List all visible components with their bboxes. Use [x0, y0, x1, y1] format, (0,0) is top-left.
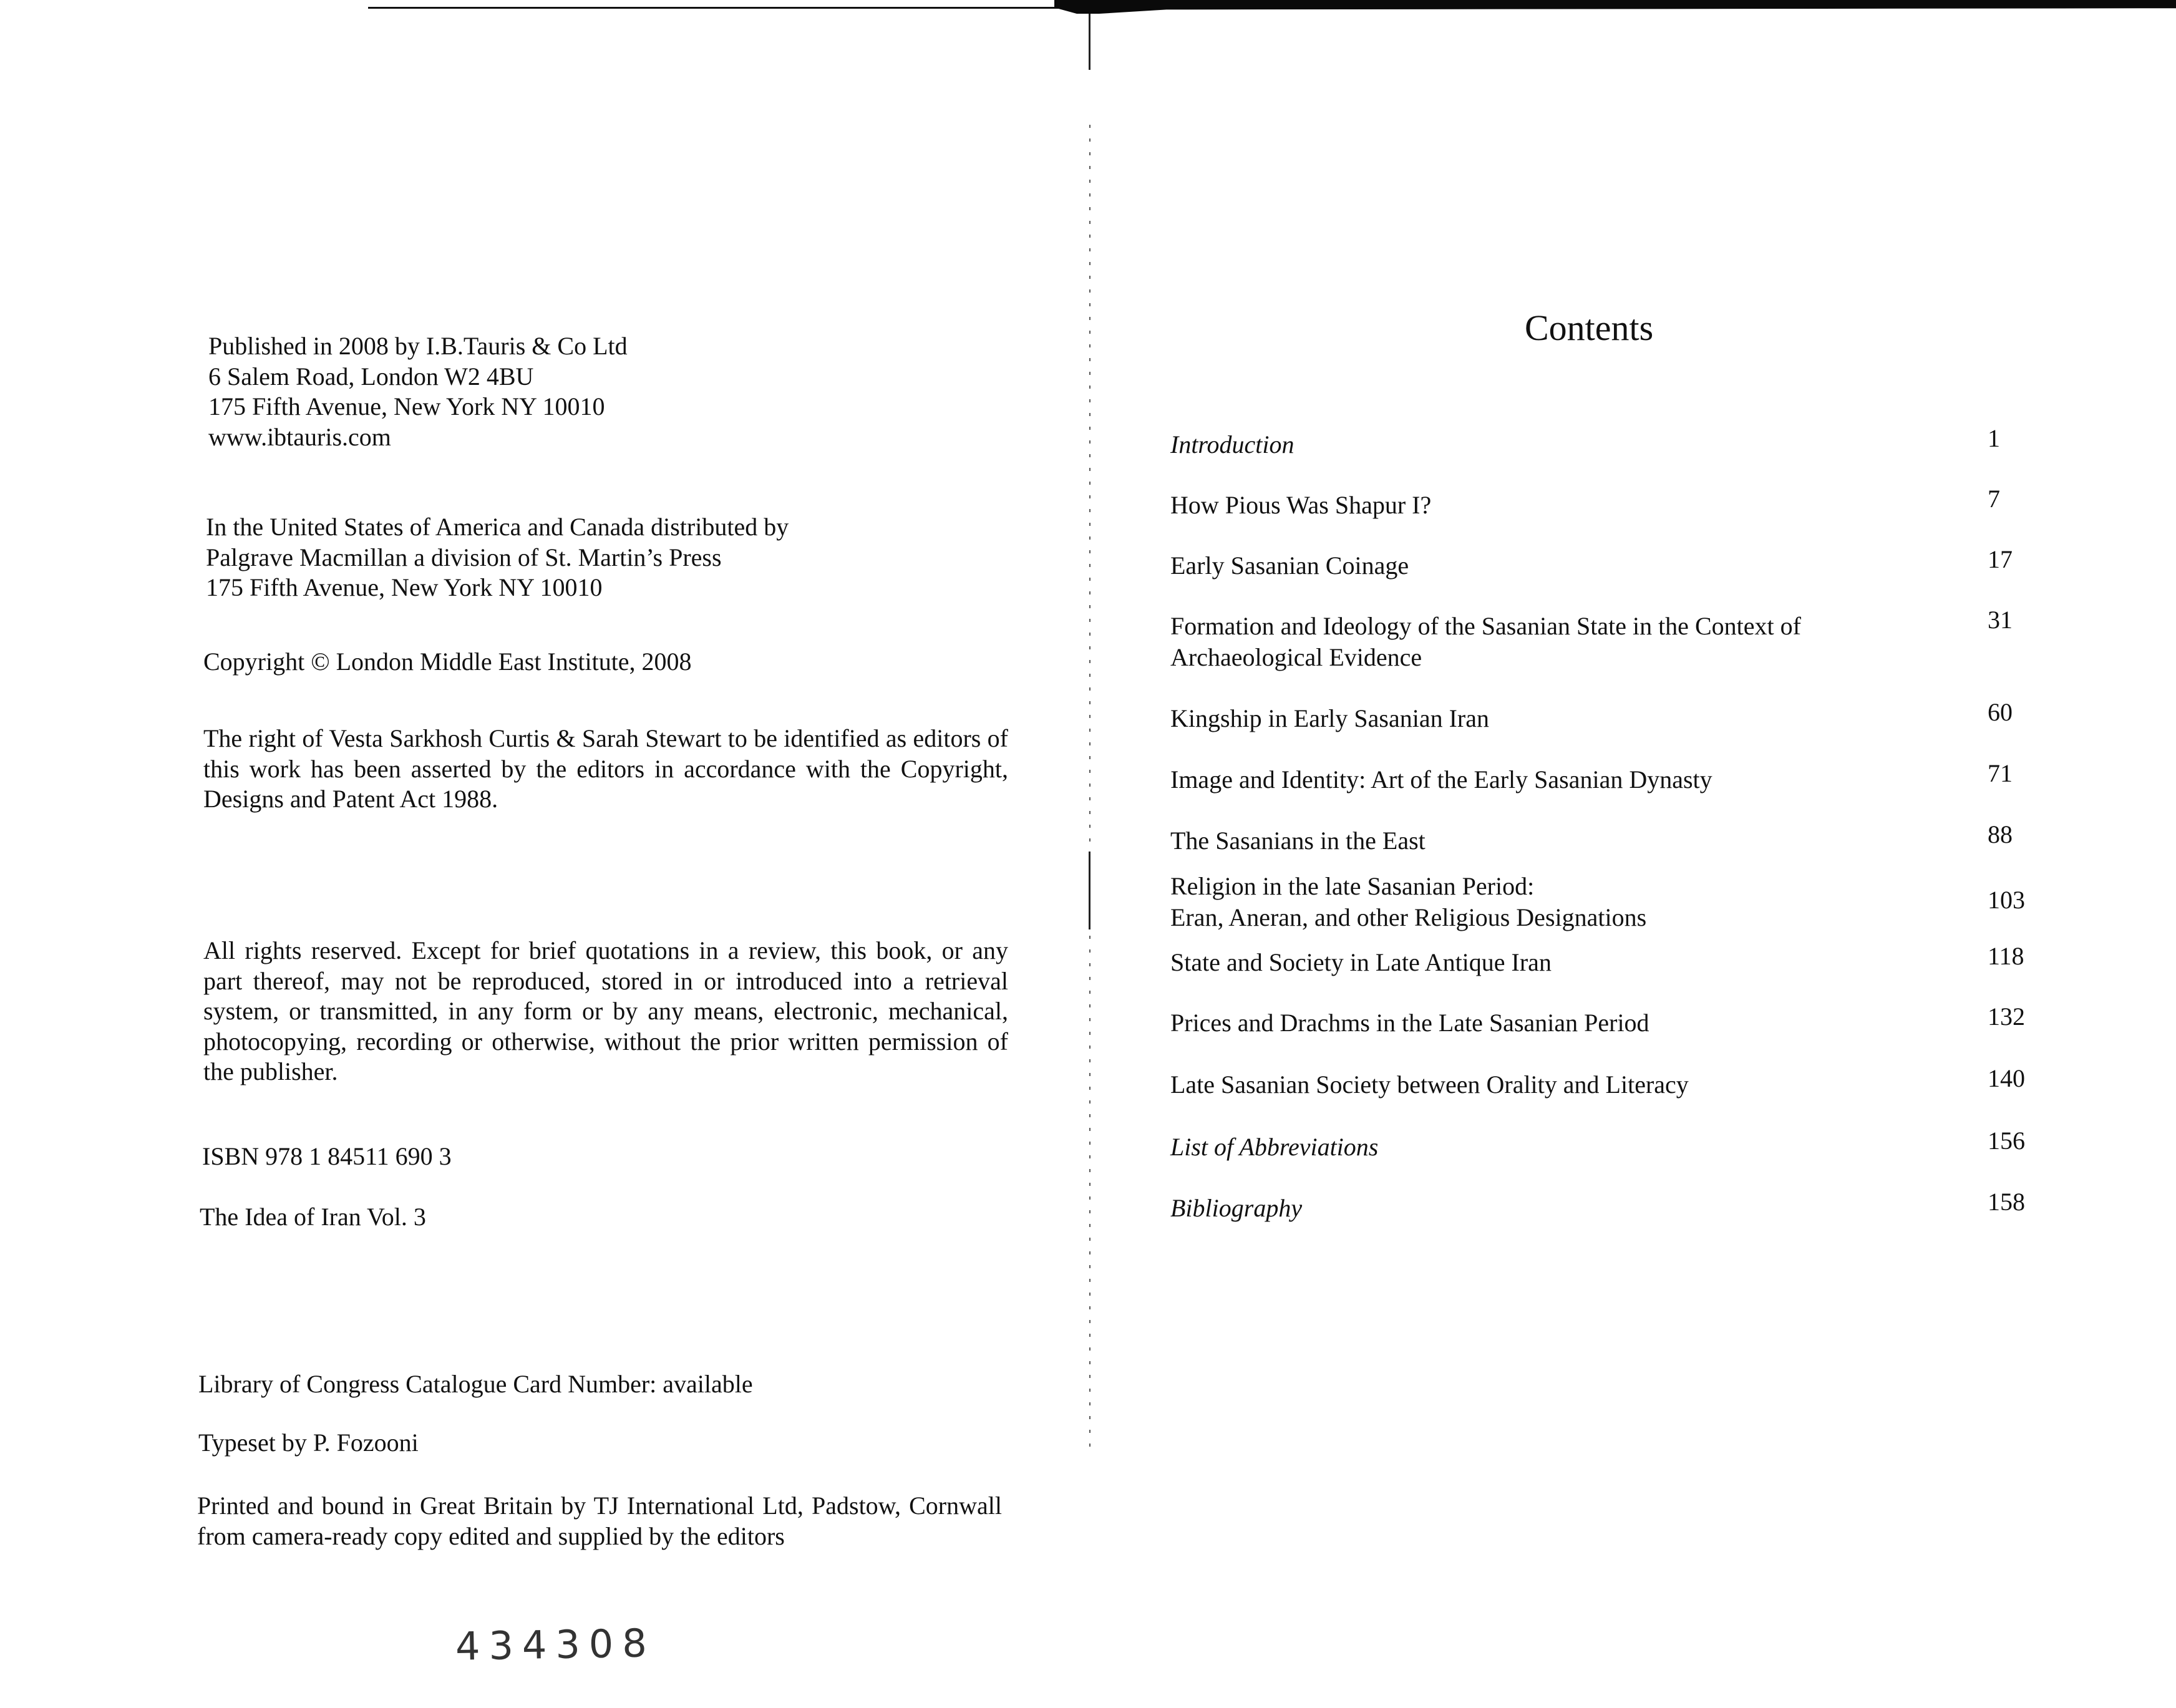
series-title	[200, 1202, 426, 1233]
distribution-block	[206, 512, 789, 603]
typeset-credit-text: Typeset by P. Fozooni	[198, 1429, 419, 1457]
toc-entry-title: Kingship in Early Sasanian Iran	[1170, 704, 1489, 732]
toc-entry-page: 156	[1988, 1127, 2025, 1155]
toc-entry-title: List of Abbreviations	[1170, 1133, 1379, 1161]
toc-entry-page: 158	[1988, 1188, 2025, 1216]
copyright-notice	[203, 647, 692, 677]
printer-credit-text: Printed and bound in Great Britain by TJ International Ltd, Padstow, Cornwall from camera-ready copy edited and supplied by the editors	[197, 1492, 1002, 1550]
handwritten-accession-number: 434308	[455, 1620, 656, 1669]
toc-entry-title: Late Sasanian Society between Orality and Literacy	[1170, 1070, 1689, 1099]
toc-entry-title: Prices and Drachms in the Late Sasanian Period	[1170, 1009, 1649, 1037]
distribution-line: In the United States of America and Canada distributed by	[206, 513, 789, 541]
toc-entry-page: 7	[1988, 485, 2000, 513]
toc-entry-title: State and Society in Late Antique Iran	[1170, 948, 1552, 976]
toc-entry-page: 31	[1988, 606, 2013, 634]
all-rights-reserved-text: All rights reserved. Except for brief quotations in a review, this book, or any part thereof, may not be reproduced, stored in or introduced into a retrieval system, or transmitted, in any form or by any means, electronic, mechanical, photocopying, recording or otherwise, without the prior written permission of the publisher.	[203, 936, 1008, 1085]
toc-entry-title: Bibliography	[1170, 1194, 1303, 1222]
distribution-line: 175 Fifth Avenue, New York NY 10010	[206, 573, 603, 601]
library-of-congress	[198, 1369, 753, 1400]
toc-entry-page: 1	[1988, 424, 2000, 452]
toc-entry-page: 88	[1988, 820, 2013, 848]
publisher-website: www.ibtauris.com	[208, 422, 391, 451]
copyright-page	[0, 0, 1086, 1708]
publisher-address-line: 6 Salem Road, London W2 4BU	[208, 362, 534, 391]
toc-entry-title: Image and Identity: Art of the Early Sasanian Dynasty	[1170, 765, 1712, 793]
gutter-line	[1089, 14, 1090, 70]
toc-entry-page: 103	[1988, 886, 2025, 914]
toc-entry-page: 132	[1988, 1002, 2025, 1031]
publisher-address-line: 175 Fifth Avenue, New York NY 10010	[208, 392, 605, 420]
toc-entry-page: 17	[1988, 545, 2013, 573]
publisher-line: Published in 2008 by I.B.Tauris & Co Ltd	[208, 332, 628, 360]
rights-statement-text: The right of Vesta Sarkhosh Curtis & Sarah Stewart to be identified as editors of this work has been asserted by the editors in accordance with the Copyright, Designs and Patent Act 1988.	[203, 724, 1008, 813]
rights-statement	[203, 724, 1008, 815]
library-of-congress-text: Library of Congress Catalogue Card Number: available	[198, 1370, 753, 1398]
isbn-text: ISBN 978 1 84511 690 3	[202, 1142, 452, 1170]
toc-entry-page: 140	[1988, 1064, 2025, 1092]
distribution-line: Palgrave Macmillan a division of St. Martin’s Press	[206, 543, 722, 571]
toc-entry-title: The Sasanians in the East	[1170, 827, 1426, 855]
printer-credit	[197, 1491, 1002, 1551]
all-rights-reserved	[203, 936, 1008, 1087]
series-title-text: The Idea of Iran Vol. 3	[200, 1203, 426, 1231]
toc-entry-title: Early Sasanian Coinage	[1170, 551, 1409, 580]
toc-entry-page: 118	[1988, 942, 2024, 970]
contents-page	[1092, 0, 2176, 1708]
toc-entry-title: How Pious Was Shapur I?	[1170, 491, 1432, 519]
toc-entry-title: Religion in the late Sasanian Period: Eran, Aneran, and other Religious Designations	[1170, 872, 1647, 931]
gutter-line	[1089, 852, 1090, 929]
publisher-block	[208, 331, 628, 452]
gutter-dotted-line	[1089, 125, 1090, 842]
toc-entry-title: Formation and Ideology of the Sasanian State in the Context of Archaeological Evidence	[1170, 612, 1801, 671]
isbn	[202, 1142, 452, 1172]
toc-entry-title: Introduction	[1170, 430, 1294, 459]
copyright-text: Copyright © London Middle East Institute, 2008	[203, 648, 692, 676]
typeset-credit	[198, 1428, 419, 1458]
toc-entry-page: 71	[1988, 759, 2013, 787]
toc-entry-page: 60	[1988, 698, 2013, 726]
gutter-dotted-line	[1089, 936, 1090, 1447]
contents-heading: Contents	[1525, 308, 1654, 348]
